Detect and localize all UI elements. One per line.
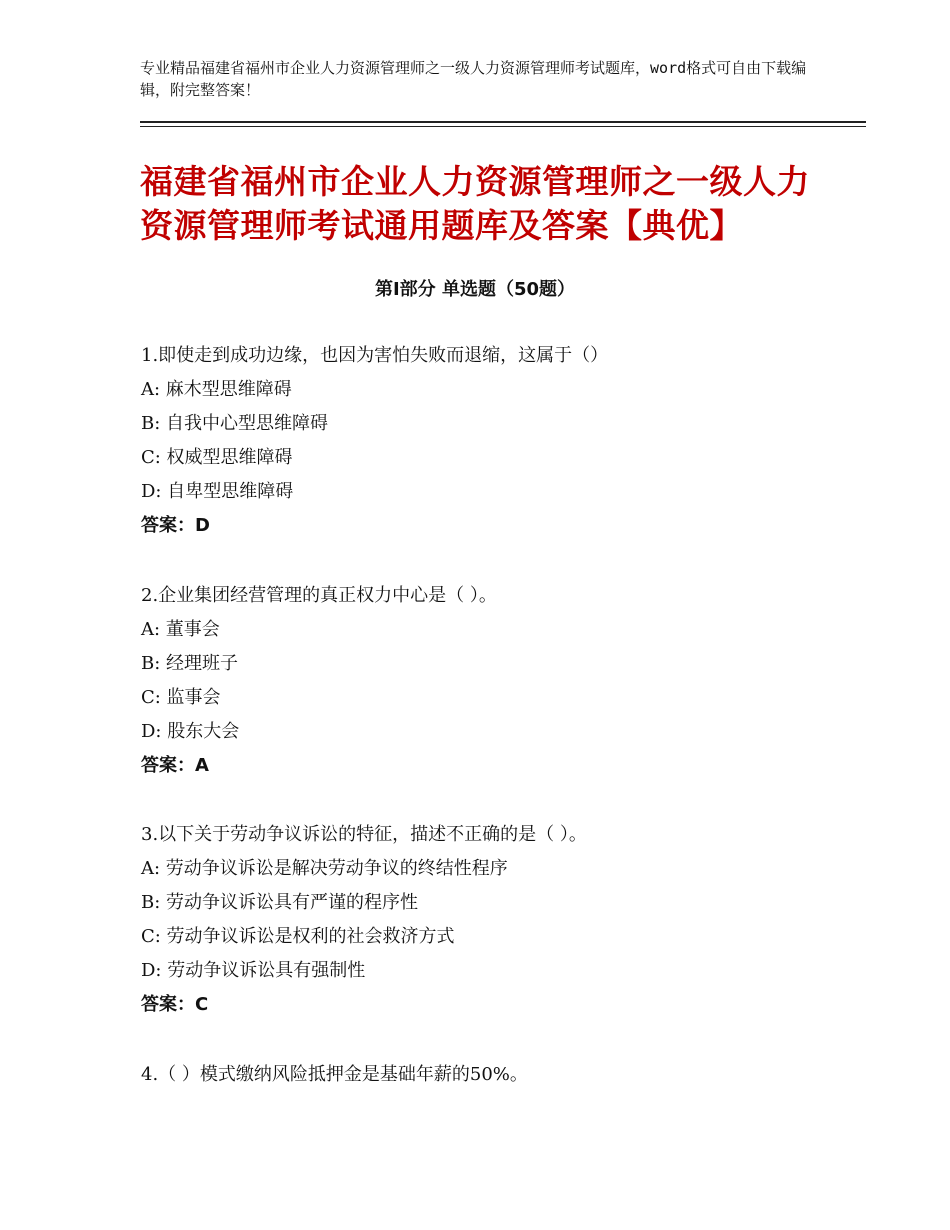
option-c: C: 劳动争议诉讼是权利的社会救济方式 bbox=[141, 926, 455, 947]
question-text: 4.（ ）模式缴纳风险抵押金是基础年薪的50%。 bbox=[141, 1064, 528, 1085]
option-b: B: 劳动争议诉讼具有严谨的程序性 bbox=[141, 892, 419, 913]
document-title: 福建省福州市企业人力资源管理师之一级人力资源管理师考试通用题库及答案【典优】 bbox=[140, 162, 810, 245]
option-d: D: 劳动争议诉讼具有强制性 bbox=[141, 960, 366, 981]
question-block bbox=[141, 818, 861, 1022]
option-a: A: 麻木型思维障碍 bbox=[141, 379, 292, 400]
question-block bbox=[141, 339, 861, 543]
header-divider-thick bbox=[140, 121, 866, 123]
question-text: 2.企业集团经营管理的真正权力中心是（ ）。 bbox=[141, 585, 497, 606]
option-d: D: 股东大会 bbox=[141, 721, 240, 742]
option-a: A: 董事会 bbox=[141, 619, 220, 640]
option-b: B: 自我中心型思维障碍 bbox=[141, 413, 329, 434]
header-note: 专业精品福建省福州市企业人力资源管理师之一级人力资源管理师考试题库，word格式可自由下载编辑，附完整答案！ bbox=[140, 59, 807, 99]
question-block bbox=[141, 579, 861, 783]
answer-label: 答案：A bbox=[141, 755, 209, 776]
option-c: C: 监事会 bbox=[141, 687, 221, 708]
question-block bbox=[141, 1058, 861, 1092]
option-b: B: 经理班子 bbox=[141, 653, 239, 674]
answer-label: 答案：D bbox=[141, 515, 210, 536]
question-text: 1.即使走到成功边缘，也因为害怕失败而退缩，这属于（） bbox=[141, 345, 609, 366]
header-divider-thin bbox=[140, 126, 866, 127]
answer-label: 答案：C bbox=[141, 994, 209, 1015]
option-a: A: 劳动争议诉讼是解决劳动争议的终结性程序 bbox=[141, 858, 508, 879]
question-text: 3.以下关于劳动争议诉讼的特征，描述不正确的是（ ）。 bbox=[141, 824, 587, 845]
section-heading: 第Ⅰ部分 单选题（50题） bbox=[374, 279, 575, 300]
option-c: C: 权威型思维障碍 bbox=[141, 447, 293, 468]
option-d: D: 自卑型思维障碍 bbox=[141, 481, 294, 502]
